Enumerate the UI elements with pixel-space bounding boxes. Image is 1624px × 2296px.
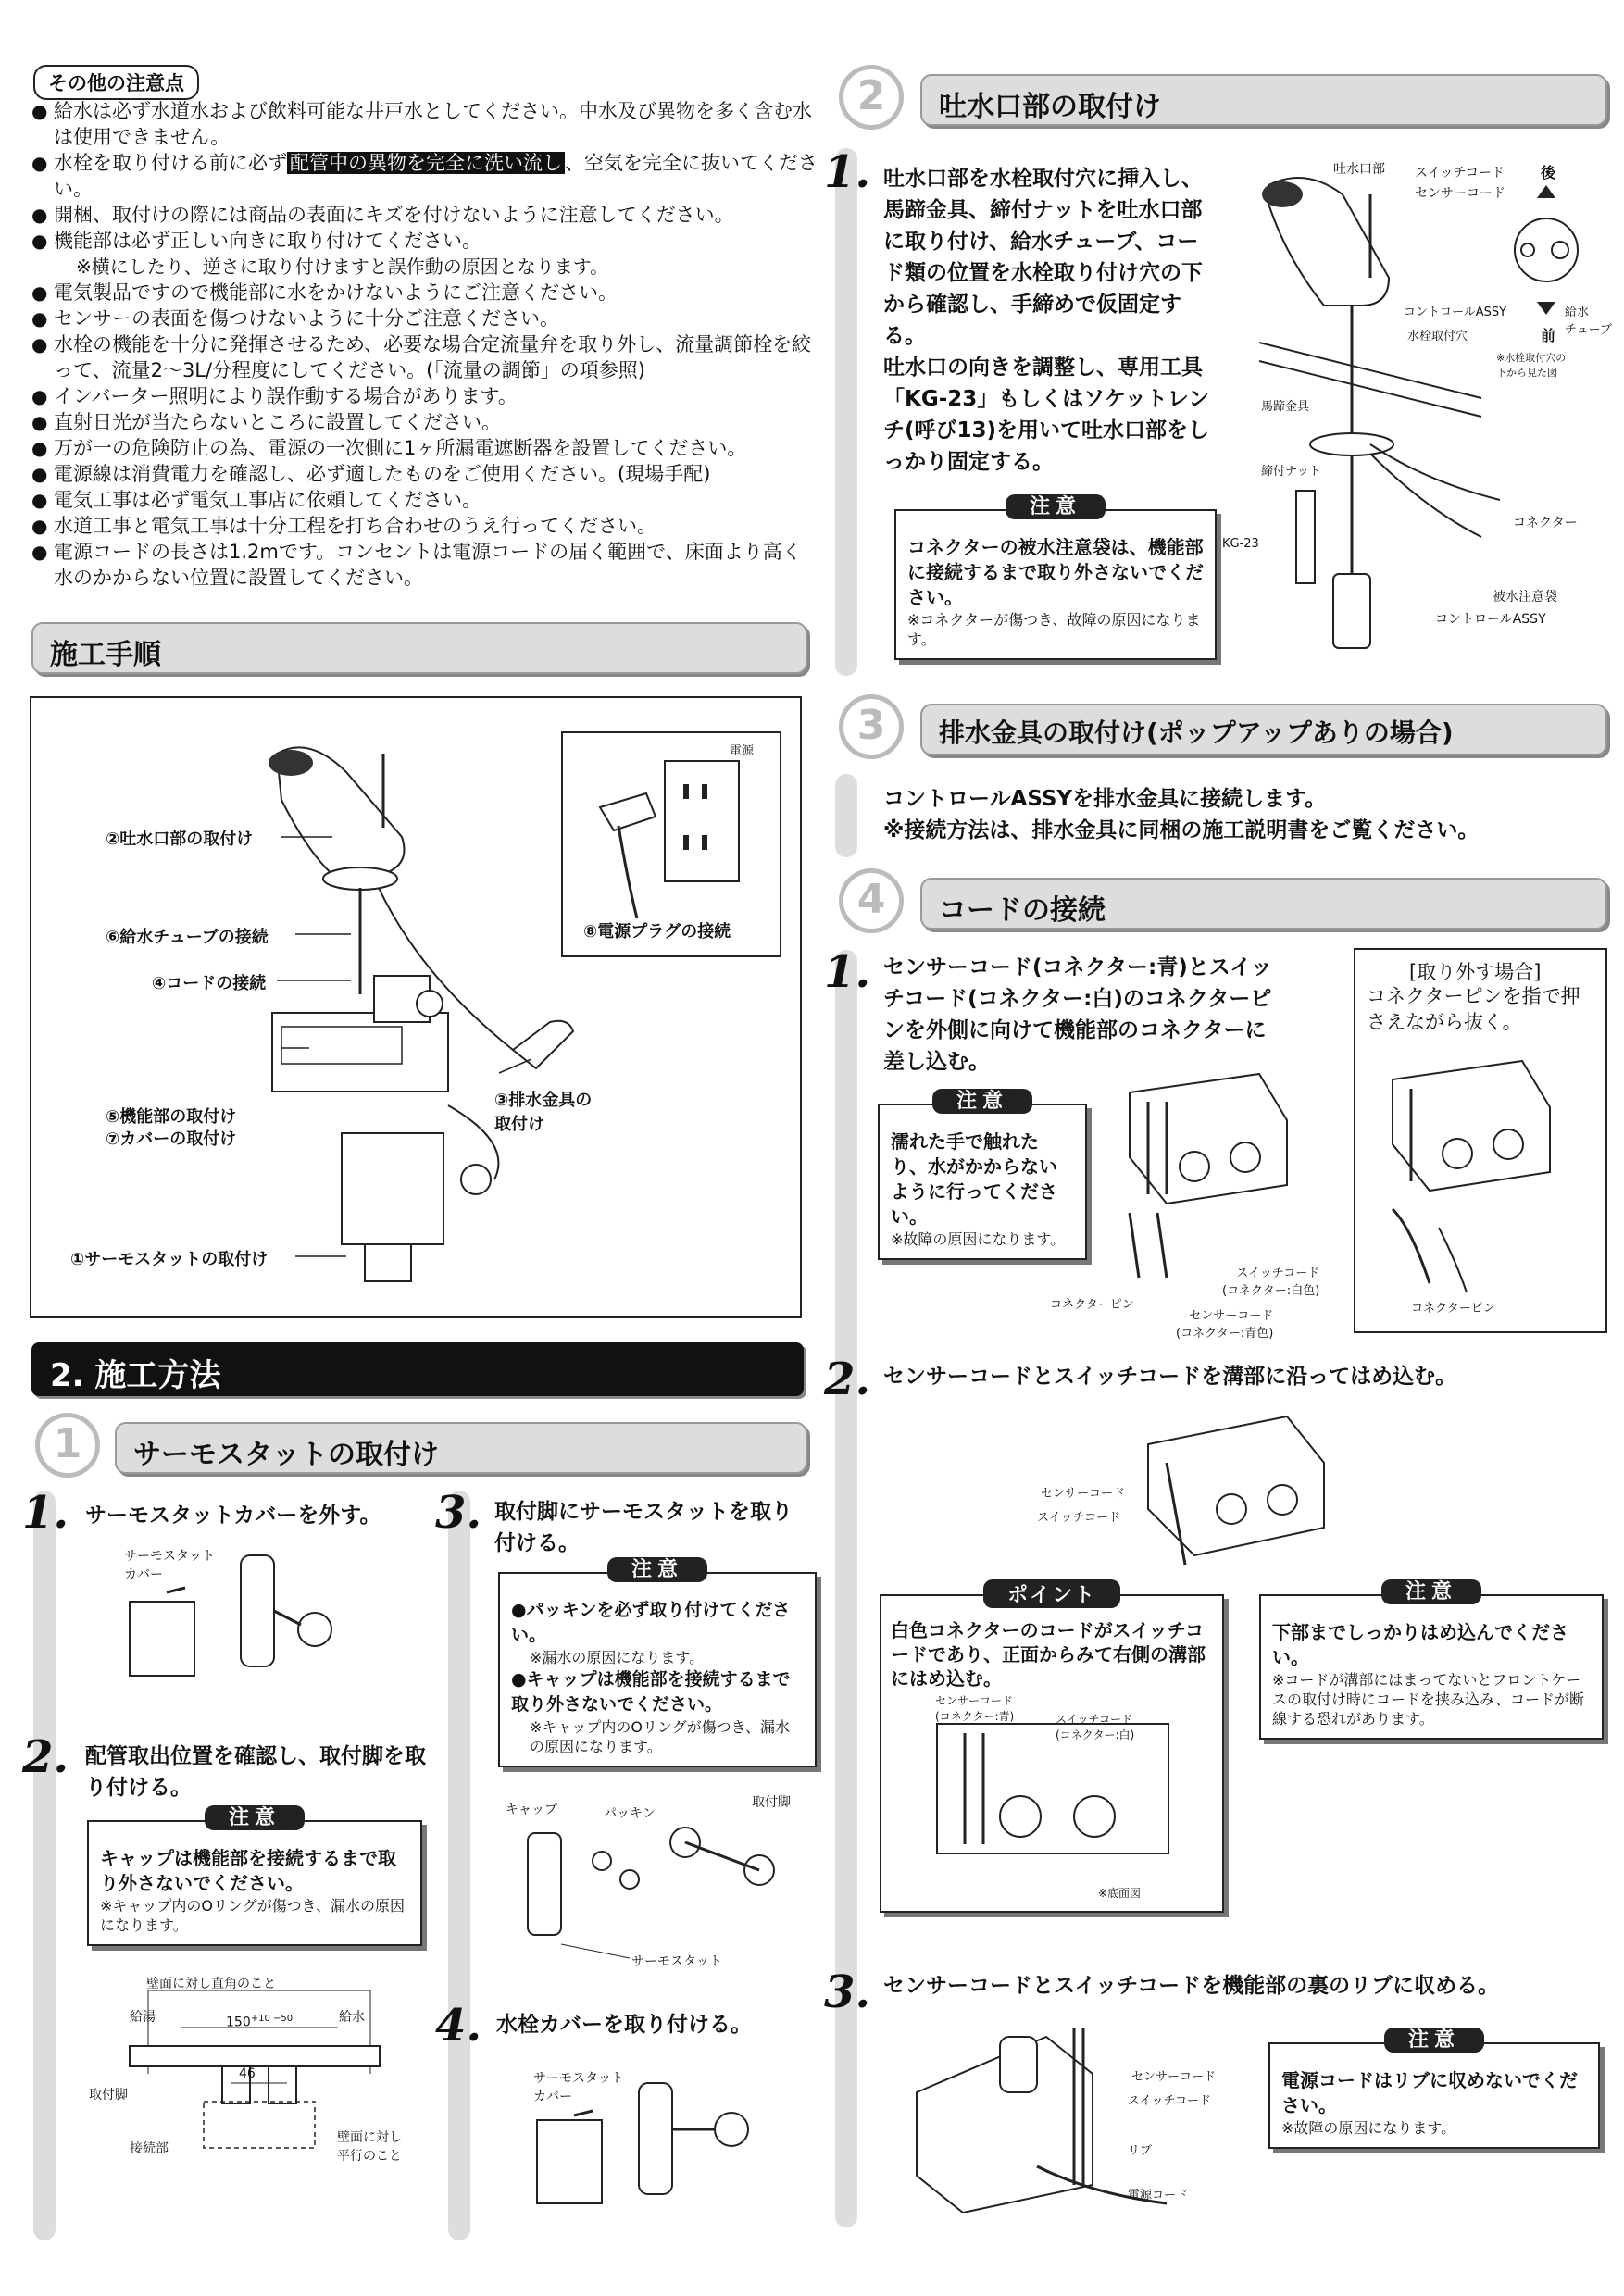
sec2-number: 2 bbox=[839, 65, 904, 130]
sec4-step3-text: センサーコードとスイッチコードを機能部の裏のリブに収める。 bbox=[883, 1974, 1500, 1998]
label-thermostat: サーモスタット bbox=[631, 1954, 722, 1969]
sec1-step2-text: 配管取出位置を確認し、取付脚を取り付ける。 bbox=[85, 1744, 426, 1800]
remove-title: [取り外す場合] bbox=[1409, 961, 1542, 983]
label-power: 電源 bbox=[730, 744, 755, 758]
list-item: ● 電源コードの長さは1.2mです。コンセントは電源コードの届く範囲で、床面より高く水のかからない位置に設置してください。 bbox=[31, 539, 818, 591]
list-item: ● インバーター照明により誤作動する場合があります。 bbox=[31, 383, 818, 409]
note-tag: 注意 bbox=[607, 1557, 707, 1582]
sec3-header: 排水金具の取付け(ポップアップありの場合) bbox=[920, 704, 1607, 755]
note-line1: ●パッキンを必ず取り付けてください。 bbox=[511, 1600, 791, 1645]
sec3-bar bbox=[835, 774, 857, 857]
label-packing: パッキン bbox=[604, 1806, 656, 1821]
label-foot2: 取付脚 bbox=[752, 1795, 791, 1810]
note-small: ※故障の原因になります。 bbox=[1281, 2119, 1456, 2137]
sec4-step3-note bbox=[1268, 2028, 1600, 2149]
s4-3-sensor: センサーコード bbox=[1131, 2070, 1217, 2084]
list-item: ● 給水は必ず水道水および飲料可能な井戸水としてください。中水及び異物を多く含む水は使用できません。 bbox=[31, 98, 818, 150]
sec4-step1-note bbox=[878, 1090, 1087, 1260]
dim-right: 給水 bbox=[339, 2010, 365, 2025]
sec4-number: 4 bbox=[839, 868, 904, 933]
sec4-step2-text: センサーコードとスイッチコードを溝部に沿ってはめ込む。 bbox=[883, 1365, 1457, 1389]
s4-label-pin: コネクターピン bbox=[1050, 1298, 1134, 1312]
list-item: ● 万が一の危険防止の為、電源の一次側に1ヶ所漏電遮断器を設置してください。 bbox=[31, 435, 818, 461]
label-foot: 取付脚 bbox=[89, 2088, 128, 2103]
s2-label-spout: 吐水口部 bbox=[1333, 162, 1385, 177]
list-item: ● センサーの表面を傷つけないように十分ご注意ください。 bbox=[31, 306, 818, 331]
list-item: ● 開梱、取付けの際には商品の表面にキズを付けないように注意してください。 bbox=[31, 202, 818, 228]
note-small: ※キャップ内のOリングが傷つき、漏水の原因になります。 bbox=[100, 1897, 406, 1934]
sec1-step2-num: 2. bbox=[22, 1731, 69, 1783]
procedure-diagram bbox=[30, 696, 802, 1318]
s2-label-tube: 給水 チューブ bbox=[1565, 306, 1612, 337]
note-tag: 注意 bbox=[1381, 1579, 1481, 1604]
power-plug-inset bbox=[561, 731, 781, 957]
s4-3-switch: スイッチコード bbox=[1128, 2094, 1211, 2108]
list-item: ● 電源線は消費電力を確認し、必ず適したものをご使用ください。(現場手配) bbox=[31, 461, 818, 487]
label-thermo-cover-4: サーモスタット カバー bbox=[533, 2071, 624, 2104]
point-box bbox=[880, 1584, 1224, 1913]
dim-46: 46 bbox=[239, 2066, 256, 2081]
s2-label-kg: KG-23 bbox=[1222, 537, 1259, 551]
note-tag: 注意 bbox=[1006, 494, 1106, 519]
s2-label-ctrl1: コントロールASSY bbox=[1404, 306, 1507, 319]
method-heading: 2. 施工方法 bbox=[31, 1342, 804, 1396]
sec1-step3-note bbox=[498, 1558, 817, 1767]
label-plug: ⑧電源プラグの接続 bbox=[583, 922, 731, 942]
s2-label-nut: 締付ナット bbox=[1261, 465, 1321, 479]
s4-label-switch: スイッチコード (コネクター:白色) bbox=[1222, 1267, 1320, 1298]
sec3-line2: ※接続方法は、排水金具に同梱の施工説明書をご覧ください。 bbox=[883, 818, 1480, 842]
note-small: ※故障の原因になります。 bbox=[891, 1230, 1066, 1248]
s2-label-front: 前 bbox=[1541, 327, 1556, 344]
sec1-step1-text: サーモスタットカバーを外す。 bbox=[85, 1504, 381, 1528]
list-item: ● 電気製品ですので機能部に水をかけないようにご注意ください。 bbox=[31, 280, 818, 306]
s4-label-sensor: センサーコード (コネクター:青色) bbox=[1176, 1309, 1274, 1341]
s2-label-hole: 水栓取付穴 bbox=[1407, 330, 1468, 343]
label-cover: ⑦カバーの取付け bbox=[106, 1129, 237, 1149]
sec2-step1-text: 吐水口部を水栓取付穴に挿入し、馬蹄金具、締付ナットを吐水口部に取り付け、給水チューブ、コード類の位置を水栓取り付け穴の下から確認し、手締めで仮固定する。 吐水口の向きを調整し、専用工具「KG-23」もしくはソケットレンチ(呼び13)を用いて吐水口部をしっかり固定する。 bbox=[883, 167, 1210, 474]
sec4-step3-num: 3. bbox=[824, 1966, 871, 2018]
list-item: ● 水栓の機能を十分に発揮させるため、必要な場合定流量弁を取り外し、流量調節栓を絞って、流量2〜3L/分程度にしてください。(「流量の調節」の項参照) bbox=[31, 331, 818, 383]
sec2-header: 吐水口部の取付け bbox=[920, 74, 1607, 126]
label-parallel: 壁面に対し 平行のこと bbox=[337, 2130, 402, 2164]
point-switch: スイッチコード (コネクター:白) bbox=[1056, 1713, 1135, 1741]
label-cord: ④コードの接続 bbox=[152, 974, 267, 993]
point-bottom: ※底面図 bbox=[1098, 1887, 1142, 1900]
note-text: 濡れた手で触れたり、水がかからないように行ってください。 bbox=[891, 1130, 1057, 1228]
note-tag: 注意 bbox=[205, 1805, 305, 1830]
list-item: ● 機能部は必ず正しい向きに取り付けてください。 ※横にしたり、逆さに取り付けますと誤作動の原因となります。 bbox=[31, 228, 818, 280]
list-item: ● 水栓を取り付ける前に必ず 配管中の異物を完全に洗い流し 、空気を完全に抜いてください。 bbox=[31, 150, 818, 202]
sec3-line1: コントロールASSYを排水金具に接続します。 bbox=[883, 787, 1327, 811]
sec2-note bbox=[894, 495, 1217, 660]
label-unit: ⑤機能部の取付け bbox=[106, 1107, 237, 1127]
label-drain: ③排水金具の 取付け bbox=[494, 1091, 593, 1134]
list-item: ● 水道工事と電気工事は十分工程を打ち合わせのうえ行ってください。 bbox=[31, 513, 818, 539]
connector-remove-drawing bbox=[1355, 1042, 1605, 1320]
remove-text: コネクターピンを指で押さえながら抜く。 bbox=[1367, 985, 1580, 1033]
remove-pin: コネクターピン bbox=[1411, 1302, 1495, 1316]
sec1-right-bar bbox=[448, 1491, 470, 2240]
point-sensor: センサーコード (コネクター:青) bbox=[935, 1694, 1015, 1723]
s2-label-switch: スイッチコード bbox=[1415, 166, 1505, 181]
bottom-view-drawing bbox=[881, 1696, 1222, 1909]
sec4-header: コードの接続 bbox=[920, 878, 1607, 930]
note-text: コネクターの被水注意袋は、機能部に接続するまで取り外さないでください。 bbox=[907, 536, 1204, 608]
sec3-number: 3 bbox=[839, 694, 904, 759]
notes-title: その他の注意点 bbox=[33, 65, 199, 100]
note-text: キャップは機能部を接続するまで取り外さないでください。 bbox=[100, 1847, 396, 1894]
sec4-step1-text: センサーコード(コネクター:青)とスイッチコード(コネクター:白)のコネクターピンを外側に向けて機能部のコネクターに差し込む。 bbox=[883, 955, 1272, 1074]
label-spout: ②吐水口部の取付け bbox=[106, 830, 254, 849]
s4-3-power: 電源コード bbox=[1128, 2189, 1189, 2202]
s4-2-label-switch: スイッチコード bbox=[1037, 1511, 1120, 1525]
point-tag: ポイント bbox=[983, 1579, 1120, 1608]
notes-list bbox=[31, 98, 818, 591]
label-thermo-cover-1: サーモスタット カバー bbox=[124, 1549, 215, 1582]
sec1-step1-num: 1. bbox=[22, 1487, 69, 1539]
sec1-left-bar bbox=[33, 1491, 56, 2240]
rib-drawing bbox=[907, 2018, 1185, 2213]
s2-label-bag: 被水注意袋 bbox=[1493, 590, 1557, 605]
label-cap: キャップ bbox=[506, 1803, 557, 1817]
sec1-number: 1 bbox=[35, 1413, 100, 1478]
point-text: 白色コネクターのコードがスイッチコードであり、正面からみて右側の溝部にはめ込む。 bbox=[891, 1619, 1206, 1690]
sec1-step2-note bbox=[87, 1806, 422, 1946]
s2-label-back: 後 bbox=[1541, 164, 1556, 181]
sec4-bar bbox=[835, 950, 857, 2227]
list-item: ● 電気工事は必ず電気工事店に依頼してください。 bbox=[31, 487, 818, 513]
list-item: ● 直射日光が当たらないところに設置してください。 bbox=[31, 409, 818, 435]
connector-insert-drawing bbox=[1074, 1065, 1296, 1296]
note-small: ※漏水の原因になります。 bbox=[530, 1649, 705, 1666]
s4-3-rib: リブ bbox=[1128, 2144, 1153, 2158]
s2-label-view: ※水栓取付穴の 下から見た図 bbox=[1496, 352, 1567, 379]
sec4-step2-note bbox=[1259, 1580, 1604, 1740]
note-line2: ●キャップは機能部を接続するまで取り外さないでください。 bbox=[511, 1669, 791, 1715]
dim-top: 壁面に対し直角のこと bbox=[146, 1977, 276, 1991]
sec1-header: サーモスタットの取付け bbox=[115, 1422, 807, 1474]
procedure-heading: 施工手順 bbox=[31, 622, 807, 674]
dim-left: 給湯 bbox=[130, 2010, 156, 2025]
sec1-step3-text: 取付脚にサーモスタットを取り付ける。 bbox=[494, 1500, 793, 1555]
note-text: 電源コードはリブに収めないでください。 bbox=[1281, 2069, 1578, 2116]
s2-label-horseshoe: 馬蹄金具 bbox=[1261, 400, 1310, 414]
note-tag: 注意 bbox=[932, 1089, 1032, 1114]
note-small: ※コードが溝部にはまってないとフロントケースの取付け時にコードを挟み込み、コードが断線する恐れがあります。 bbox=[1272, 1671, 1584, 1728]
s2-label-sensor: センサーコード bbox=[1415, 186, 1505, 201]
s4-2-label-sensor: センサーコード bbox=[1041, 1487, 1126, 1501]
note-tag: 注意 bbox=[1384, 2028, 1484, 2053]
sec2-step1-num: 1. bbox=[824, 146, 871, 198]
sec1-step3-num: 3. bbox=[435, 1487, 482, 1539]
label-joint: 接続部 bbox=[130, 2141, 169, 2156]
note-small: ※コネクターが傷つき、故障の原因になります。 bbox=[907, 611, 1201, 648]
sec2-bar bbox=[835, 148, 857, 676]
s2-label-ctrl2: コントロールASSY bbox=[1435, 612, 1546, 627]
label-tube: ⑥給水チューブの接続 bbox=[106, 928, 269, 947]
sec1-step4-num: 4. bbox=[435, 2000, 482, 2052]
sec1-step4-text: 水栓カバーを取り付ける。 bbox=[496, 2013, 752, 2037]
sec4-step1-num: 1. bbox=[824, 946, 871, 998]
note-text: 下部までしっかりはめ込んでください。 bbox=[1272, 1621, 1568, 1668]
sec4-step2-num: 2. bbox=[824, 1354, 871, 1405]
remove-box bbox=[1354, 948, 1607, 1333]
s2-label-connector: コネクター bbox=[1513, 516, 1578, 530]
cord-groove-drawing bbox=[1130, 1407, 1333, 1574]
dim-150: $150^{+10 -50}$ bbox=[226, 2014, 294, 2030]
label-thermo: ①サーモスタットの取付け bbox=[70, 1250, 269, 1269]
note-small: ※キャップ内のOリングが傷つき、漏水の原因になります。 bbox=[530, 1718, 791, 1755]
